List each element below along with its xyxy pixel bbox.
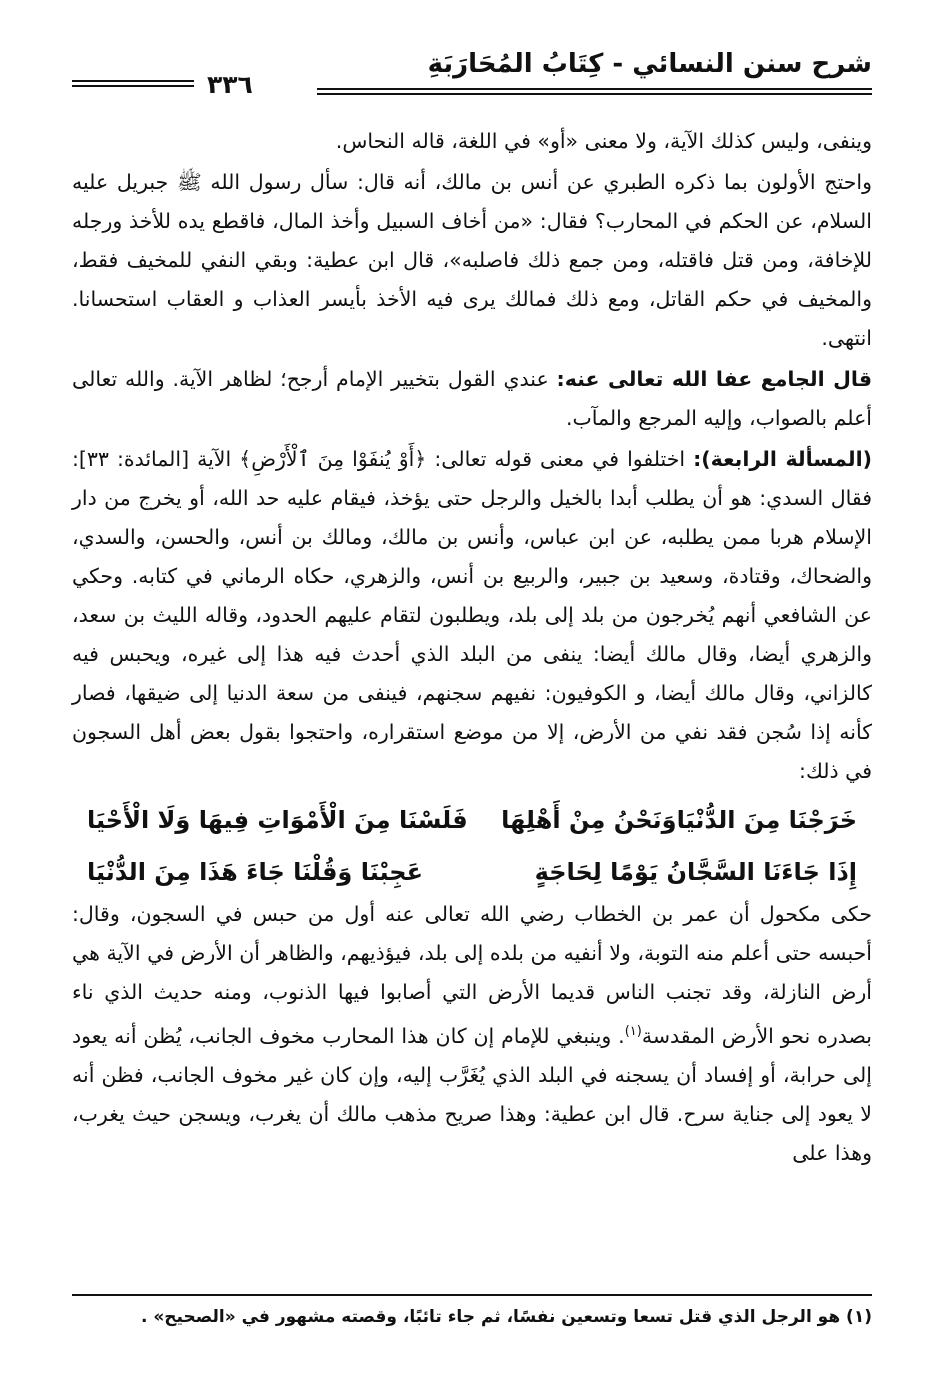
paragraph-5-text: حكى مكحول أن عمر بن الخطاب رضي الله تعالى عنه أول من حبس في السجون، وقال: أحبسه حتى أعلم منه التوبة، ولا أنفيه من بلده إلى بلد، فيؤذيهم، والظاهر أن الأرض في الآية هي أرض النازلة، وقد تجنب الناس قديما الأرض التي أصابوا فيها الذنوب، ومنه حديث الذي ناء بصدره نحو الأرض المقدسة <box>72 902 872 1048</box>
paragraph-2: واحتج الأولون بما ذكره الطبري عن أنس بن مالك، أنه قال: سأل رسول الله ﷺ جبريل عليه السلام، عن الحكم في المحارب؟ فقال: «من أخاف السبيل وأخذ المال، فاقطع يده للأخذ ورجله للإخافة، ومن قتل فاقتله، ومن جمع ذلك فاصلبه»، قال ابن عطية: وبقي النفي للمخيف فقط، والمخيف في حكم القاتل، ومع ذلك فمالك يرى فيه الأخذ بأيسر العذاب و العقاب استحسانا. انتهى. <box>72 170 872 350</box>
author-remark-text: عندي القول بتخيير الإمام أرجح؛ لظاهر الآية. والله تعالى أعلم بالصواب، وإليه المرجع والمآب. <box>72 367 872 430</box>
issue-four-heading: (المسألة الرابعة): <box>693 447 872 471</box>
body-text <box>72 122 872 1175</box>
book-page <box>72 40 872 1327</box>
paragraph-3 <box>72 360 872 438</box>
poem-line-2-second-hemistich: عَجِبْنَا وَقُلْنَا جَاءَ هَذَا مِنَ الدُّنْيَا <box>87 858 423 886</box>
issue-four-text: اختلفوا في معنى قوله تعالى: ﴿أَوْ يُنفَوْا مِنَ ٱلْأَرْضِ﴾ الآية [المائدة: ٣٣]: فقال السدي: هو أن يطلب أبدا بالخيل والرجل حتى يؤخذ، فيقام عليه حد الله، أو يخرج من دار الإسلام هربا ممن يطلبه، عن ابن عباس، وأنس بن مالك، ومالك بن أنس، والحسن، والسدي، والضحاك، وقتادة، وسعيد بن جبير، والربيع بن أنس، والزهري، حكاه الرماني في كتابه. وحكي عن الشافعي أنهم يُخرجون من بلد إلى بلد، ويطلبون لتقام عليهم الحدود، وقاله الليث بن سعد، والزهري أيضا، وقال مالك أيضا: ينفى من البلد الذي أحدث فيه هذا إلى غيره، ويحبس فيه كالزاني، وقال مالك أيضا، و الكوفيون: نفيهم سجنهم، فينفى من سعة الدنيا إلى ضيقها، فصار كأنه إذا سُجن فقد نفي من الأرض، إلا من موضع استقراره، واحتجوا بقول بعض أهل السجون في ذلك: <box>72 447 872 783</box>
footnote: (١) هو الرجل الذي قتل تسعا وتسعين نفسًا، ثم جاء تائبًا، وقصته مشهور في «الصحيح» . <box>140 1307 872 1327</box>
header-rule <box>317 88 872 98</box>
author-remark-heading: قال الجامع عفا الله تعالى عنه: <box>556 367 872 391</box>
footnote-reference: (١) <box>624 1024 642 1039</box>
poem-line-2 <box>87 849 857 895</box>
paragraph-4 <box>72 440 872 791</box>
paragraph-5 <box>72 895 872 1173</box>
paragraph-5-tail: . وينبغي للإمام إن كان هذا المحارب مخوف الجانب، يُظن أنه يعود إلى حرابة، أو إفساد أن يسجنه في البلد الذي يُغَرَّب إليه، وإن كان غير مخوف الجانب، فظن أنه لا يعود إلى جناية سرح. قال ابن عطية: وهذا صريح مذهب مالك أن يغرب، ويسجن حيث يغرب، وهذا على <box>72 1023 872 1165</box>
page-header <box>72 40 872 100</box>
poem-line-1-second-hemistich: فَلَسْنَا مِنَ الْأَمْوَاتِ فِيهَا وَلَا الْأَحْيَا <box>87 806 468 834</box>
poem-line-1-first-hemistich: خَرَجْنَا مِنَ الدُّنْيَاوَنَحْنُ مِنْ أَهْلِهَا <box>501 806 857 834</box>
page-number: ٣٣٦ <box>207 70 253 99</box>
poem-line-2-first-hemistich: إِذَا جَاءَنَا السَّجَّانُ يَوْمًا لِحَاجَةٍ <box>534 858 857 886</box>
paragraph-1: وينفى، وليس كذلك الآية، ولا معنى «أو» في اللغة، قاله النحاس. <box>335 129 872 153</box>
header-rule-left <box>72 80 194 90</box>
book-title: شرح سنن النسائي - كِتَابُ المُحَارَبَةِ <box>427 49 872 79</box>
footnote-divider <box>72 1294 872 1296</box>
poem-line-1 <box>87 797 857 843</box>
